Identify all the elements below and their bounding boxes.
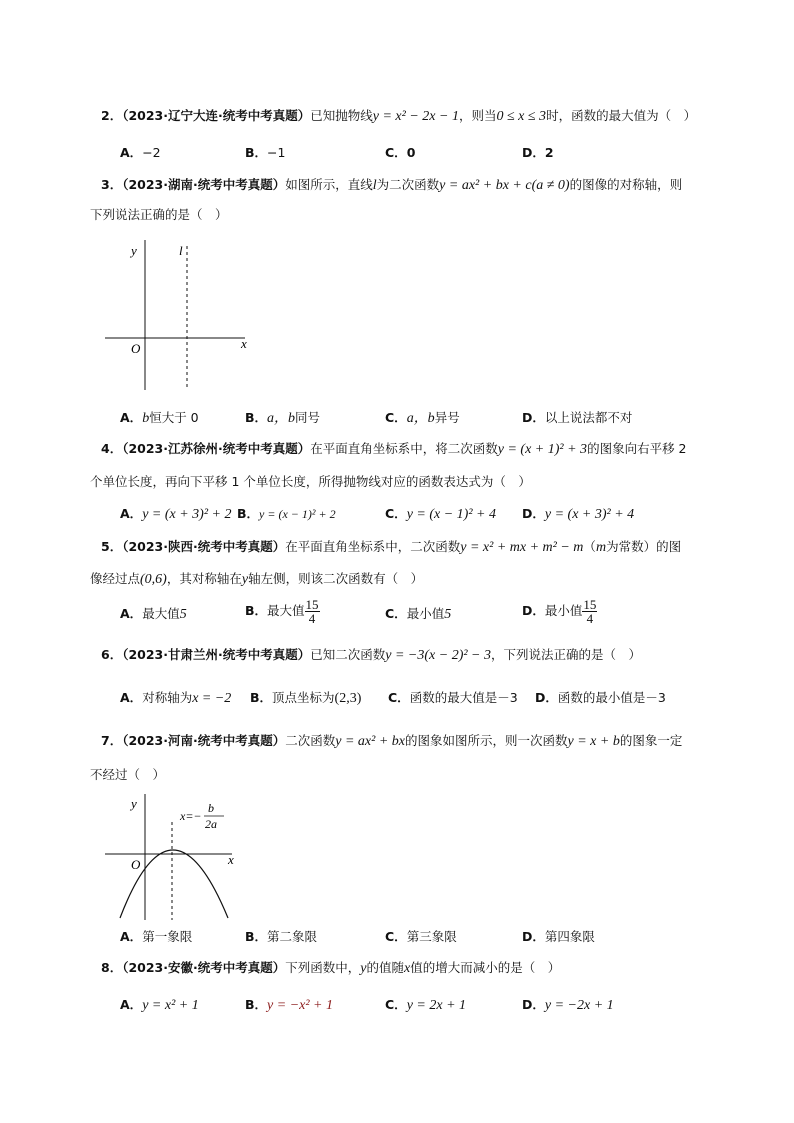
math-expression: b: [142, 411, 150, 426]
option-d[interactable]: [522, 145, 554, 161]
option-label: D．: [522, 603, 545, 618]
question-source: （2023·陕西·统考中考真题）: [122, 539, 286, 554]
option-value: y = −2x + 1: [544, 998, 614, 1013]
option-label: A．: [120, 690, 143, 705]
option-label: A．: [120, 997, 143, 1012]
option-label: B．: [245, 145, 268, 160]
option-value: y = (x − 1)² + 4: [406, 507, 496, 522]
question-source: （2023·安徽·统考中考真题）: [122, 960, 286, 975]
option-value: 第二象限: [267, 929, 318, 944]
question-source: （2023·甘肃兰州·统考中考真题）: [122, 647, 311, 662]
option-value: 最大值: [267, 603, 305, 618]
denominator: 4: [586, 611, 594, 626]
option-value: y = (x + 3)² + 4: [544, 507, 635, 522]
question-number: 2．: [101, 108, 123, 123]
option-label: C．: [385, 410, 407, 425]
question-text: 二次函数: [285, 733, 336, 748]
question-2: [101, 108, 696, 125]
option-value: 第一象限: [142, 929, 193, 944]
option-value: 2: [544, 145, 554, 160]
question-source: （2023·河南·统考中考真题）: [122, 733, 286, 748]
question-text: 为二次函数: [376, 177, 440, 192]
math-expression: y: [241, 572, 249, 587]
axis-label-denominator: 2a: [205, 817, 217, 831]
option-c[interactable]: [385, 145, 415, 161]
question-3: [101, 177, 682, 194]
question-text: 的图像的对称轴，则: [569, 177, 683, 192]
question-text: 在平面直角坐标系中，二次函数: [285, 539, 461, 554]
option-label: B．: [245, 410, 268, 425]
option-value: 最大值: [142, 606, 180, 621]
option-value: y = (x − 1)² + 2: [259, 507, 336, 521]
option-value: 第四象限: [544, 929, 595, 944]
option-label: C．: [385, 997, 407, 1012]
option-label: A．: [120, 145, 143, 160]
option-b[interactable]: [245, 410, 320, 427]
option-c[interactable]: [385, 506, 496, 523]
option-value: y = (x + 3)² + 2: [142, 507, 232, 522]
question-4-continued: 个单位长度，再向下平移 1 个单位长度，所得抛物线对应的函数表达式为（ ）: [90, 474, 531, 489]
question-text: 已知抛物线: [310, 108, 373, 123]
option-label: C．: [385, 606, 407, 621]
question-text: 下列函数中，: [285, 960, 361, 975]
math-expression: 5: [179, 607, 187, 622]
math-expression: (0,6): [140, 572, 167, 587]
option-label: D．: [535, 690, 558, 705]
option-b[interactable]: [237, 506, 336, 522]
question-text: 的图象一定: [619, 733, 683, 748]
option-a[interactable]: [120, 145, 161, 161]
numerator: 15: [583, 597, 597, 612]
option-b[interactable]: [245, 145, 285, 161]
option-value: 异号: [434, 410, 460, 425]
question-text: （: [583, 539, 596, 554]
question-5: [101, 539, 681, 556]
question-text: ，则当: [458, 108, 497, 123]
option-value: −2: [142, 145, 161, 160]
math-expression: y: [360, 961, 367, 976]
math-expression: y = x² − 2x − 1: [372, 109, 459, 124]
option-a[interactable]: [120, 606, 187, 623]
option-label: C．: [385, 145, 407, 160]
denominator: 4: [308, 611, 316, 626]
math-expression: y = −3(x − 2)² − 3: [385, 648, 492, 663]
math-expression: y = x + b: [567, 734, 620, 749]
option-d[interactable]: [522, 506, 634, 523]
question-number: 6．: [101, 647, 123, 662]
question-source: （2023·湖南·统考中考真题）: [122, 177, 286, 192]
option-label: B．: [250, 690, 273, 705]
option-c[interactable]: [385, 929, 457, 945]
question-text: ，下列说法正确的是（ ）: [491, 647, 642, 662]
option-label: A．: [120, 410, 143, 425]
option-d[interactable]: [522, 997, 614, 1014]
option-value: 以上说法都不对: [544, 410, 633, 425]
question-text: 如图所示，直线: [285, 177, 373, 192]
option-d[interactable]: [535, 690, 666, 706]
y-axis-label: y: [131, 243, 137, 258]
option-c[interactable]: [385, 410, 460, 427]
line-l-label: l: [179, 243, 183, 258]
option-value: y = −x² + 1: [267, 998, 333, 1013]
option-label: C．: [385, 506, 407, 521]
math-expression: m: [595, 540, 607, 555]
question-7: [101, 733, 682, 750]
option-label: D．: [522, 997, 545, 1012]
question-text: 为常数）的图: [606, 539, 682, 554]
option-value: 恒大于 0: [149, 410, 199, 425]
q7-figure: [100, 792, 250, 922]
option-value: 函数的最大值是－3: [409, 690, 518, 705]
option-value: 第三象限: [406, 929, 457, 944]
numerator: 15: [305, 597, 319, 612]
question-source: （2023·江苏徐州·统考中考真题）: [122, 441, 311, 456]
option-b[interactable]: [250, 690, 361, 707]
option-b[interactable]: [245, 997, 333, 1014]
option-d[interactable]: [522, 929, 595, 945]
option-value: 顶点坐标为: [272, 690, 335, 705]
option-value: 函数的最小值是－3: [557, 690, 666, 705]
origin-label: O: [131, 857, 141, 872]
math-expression: 5: [444, 607, 452, 622]
option-value: 同号: [295, 410, 321, 425]
option-label: D．: [522, 929, 545, 944]
x-axis-label: x: [241, 336, 247, 351]
option-d[interactable]: [522, 598, 597, 625]
y-axis-label: y: [131, 796, 137, 811]
math-expression: y = (x + 1)² + 3: [497, 442, 588, 457]
option-value: 对称轴为: [142, 690, 193, 705]
option-value: 最小值: [544, 603, 583, 618]
option-label: B．: [245, 603, 268, 618]
question-7-continued: 不经过（ ）: [90, 767, 166, 782]
math-expression: a，b: [267, 411, 296, 426]
option-label: D．: [522, 145, 545, 160]
fraction: [305, 598, 320, 625]
question-text: 轴左侧，则该二次函数有（ ）: [248, 571, 424, 586]
question-text: 值的增大而减小的是（ ）: [410, 960, 561, 975]
option-value: y = x² + 1: [142, 998, 199, 1013]
math-expression: y = x² + mx + m² − m: [460, 540, 584, 555]
question-text: 已知二次函数: [310, 647, 386, 662]
q3-figure: [100, 238, 260, 393]
question-number: 3．: [101, 177, 123, 192]
option-label: D．: [522, 410, 545, 425]
math-expression: l: [372, 178, 377, 193]
option-value: y = 2x + 1: [406, 998, 467, 1013]
option-label: A．: [120, 929, 143, 944]
question-number: 7．: [101, 733, 123, 748]
option-label: A．: [120, 506, 143, 521]
question-number: 5．: [101, 539, 123, 554]
question-4: [101, 441, 687, 458]
question-text: 在平面直角坐标系中，将二次函数: [310, 441, 498, 456]
option-label: C．: [388, 690, 410, 705]
option-d[interactable]: [522, 410, 632, 426]
question-source: （2023·辽宁大连·统考中考真题）: [122, 108, 311, 123]
math-expression: (2,3): [334, 691, 362, 706]
option-value: 最小值: [406, 606, 445, 621]
question-text: ，其对称轴在: [166, 571, 242, 586]
question-text: 的图象如图所示，则一次函数: [405, 733, 568, 748]
math-expression: y = ax² + bx + c(a ≠ 0): [439, 178, 570, 193]
option-a[interactable]: [120, 997, 199, 1014]
option-label: D．: [522, 506, 545, 521]
axis-label-numerator: b: [208, 801, 214, 815]
option-a[interactable]: [120, 929, 192, 945]
question-text: 的值随: [366, 960, 404, 975]
option-value: 0: [406, 145, 416, 160]
x-axis-label: x: [228, 852, 234, 867]
math-expression: y = ax² + bx: [335, 734, 405, 749]
option-label: B．: [245, 997, 268, 1012]
question-number: 8．: [101, 960, 123, 975]
fraction: [582, 598, 597, 625]
option-label: C．: [385, 929, 407, 944]
math-expression: 0 ≤ x ≤ 3: [496, 109, 547, 124]
question-8: [101, 960, 560, 977]
option-a[interactable]: [120, 690, 231, 707]
option-label: B．: [245, 929, 268, 944]
option-a[interactable]: [120, 410, 199, 427]
axis-label-prefix: x=−: [180, 809, 202, 823]
question-text: 像经过点: [90, 571, 141, 586]
math-expression: x = −2: [192, 691, 232, 706]
question-text: 的图象向右平移 2: [587, 441, 687, 456]
question-5-continued: [90, 571, 423, 588]
option-c[interactable]: [388, 690, 518, 706]
option-value: −1: [267, 145, 286, 160]
question-number: 4．: [101, 441, 123, 456]
question-3-continued: 下列说法正确的是（ ）: [90, 207, 228, 222]
math-expression: a，b: [406, 411, 435, 426]
option-c[interactable]: [385, 997, 466, 1014]
math-expression: x: [404, 961, 411, 976]
question-text: 时，函数的最大值为（ ）: [546, 108, 697, 123]
option-c[interactable]: [385, 606, 451, 623]
option-b[interactable]: [245, 598, 320, 625]
option-label: A．: [120, 606, 143, 621]
option-label: B．: [237, 506, 260, 521]
origin-label: O: [131, 341, 141, 356]
question-6: [101, 647, 641, 664]
option-b[interactable]: [245, 929, 317, 945]
option-a[interactable]: [120, 506, 231, 523]
